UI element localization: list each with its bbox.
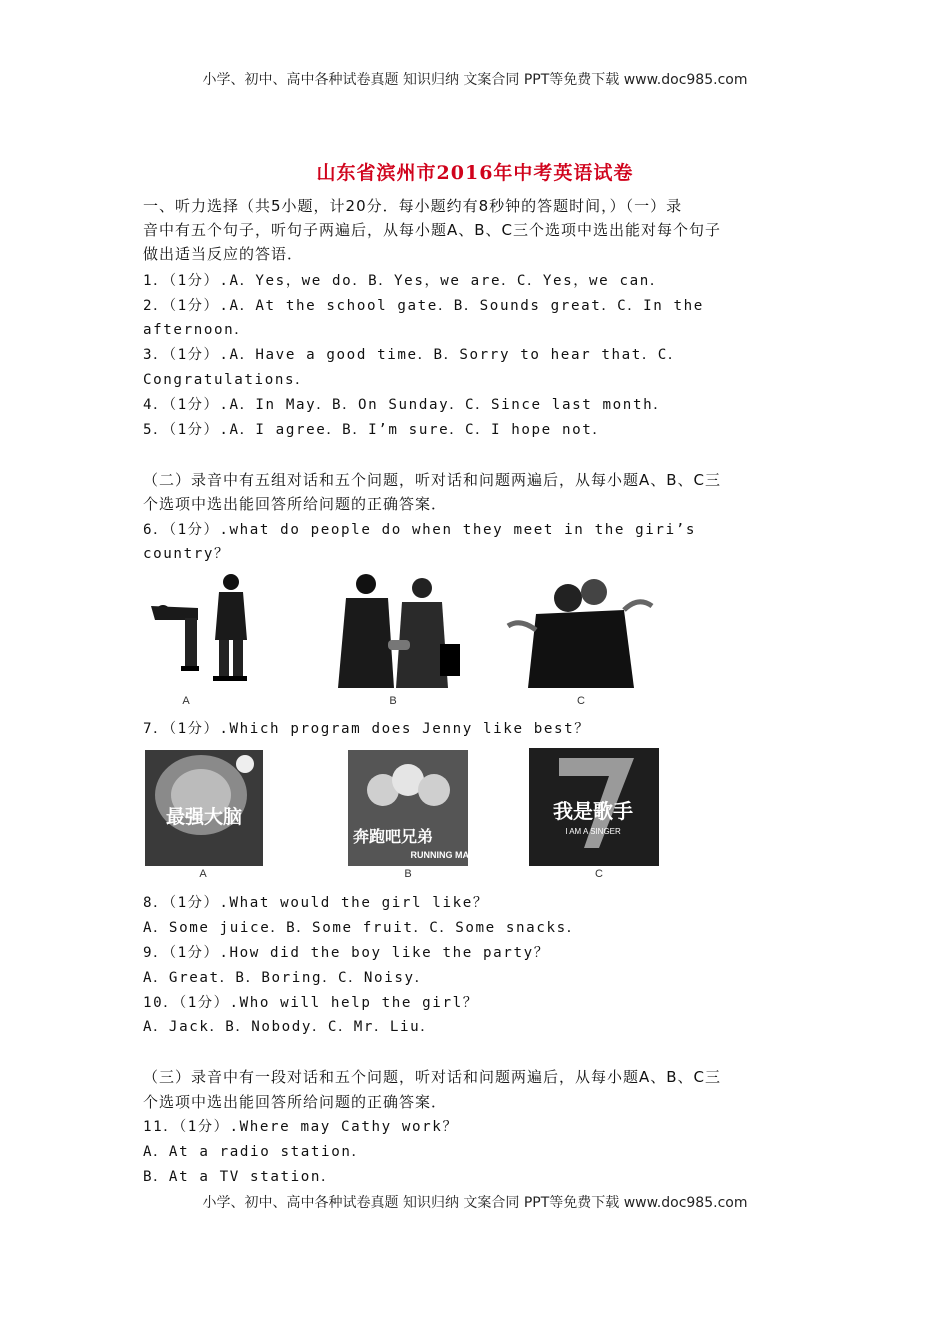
question-11-option-a: A．At a radio station． (143, 1144, 368, 1160)
q7-logo-b (348, 750, 476, 866)
section1-intro-line2: 音中有五个句子，听句子两遍后，从每小题A、B、C三个选项中选出能对每个句子 (143, 221, 722, 239)
question-4: 4．（1分）.A．In May．B．On Sunday．C．Since last month． (143, 397, 670, 413)
section3-intro-line1: （三）录音中有一段对话和五个问题，听对话和问题两遍后，从每小题A、B、C三 (143, 1068, 722, 1086)
question-5: 5．（1分）.A．I agree．B．I’m sure．C．I hope not． (143, 422, 609, 438)
question-3: 3．（1分）.A．Have a good time．B．Sorry to hear that．C． (143, 347, 684, 363)
question-6-cont: country？ (143, 546, 230, 562)
q6-picture-b-handshake (330, 570, 465, 688)
exam-title: 山东省滨州市2016年中考英语试卷 (316, 162, 634, 184)
question-8-options: A．Some juice．B．Some fruit．C．Some snacks． (143, 920, 583, 936)
q7-logo-a (145, 750, 263, 866)
question-11: 11．（1分）.Where may Cathy work？ (143, 1119, 459, 1135)
section2-intro-line2: 个选项中选出能回答所给问题的正确答案． (143, 495, 448, 513)
question-6: 6．（1分）.what do people do when they meet in the giri’s (143, 522, 696, 538)
q7-option-c: C (595, 868, 603, 880)
q7-logo-b-text: 奔跑吧兄弟 (352, 827, 434, 846)
question-2: 2．（1分）.A．At the school gate．B．Sounds great．C．In the (143, 298, 704, 314)
question-9-options: A．Great．B．Boring．C．Noisy． (143, 970, 431, 986)
q7-logo-c-text: 我是歌手 (553, 799, 633, 823)
footer-banner: 小学、初中、高中各种试卷真题 知识归纳 文案合同 PPT等免费下载 www.doc985.com (202, 1195, 748, 1211)
question-3-cont: Congratulations． (143, 372, 311, 388)
section2-intro-line1: （二）录音中有五组对话和五个问题，听对话和问题两遍后，从每小题A、B、C三 (143, 471, 722, 489)
section1-intro-line3: 做出适当反应的答语． (143, 245, 304, 263)
q7-logo-c-subtext: I AM A SINGER (565, 827, 621, 836)
section3-intro-line2: 个选项中选出能回答所给问题的正确答案． (143, 1093, 448, 1111)
question-10-options: A．Jack．B．Nobody．C．Mr．Liu． (143, 1019, 437, 1035)
question-10: 10．（1分）.Who will help the girl？ (143, 995, 479, 1011)
question-1: 1．（1分）.A．Yes，we do．B．Yes，we are．C．Yes，we can． (143, 273, 666, 289)
q6-option-c: C (577, 695, 585, 707)
question-9: 9．（1分）.How did the boy like the party？ (143, 945, 550, 961)
question-2-cont: afternoon． (143, 322, 251, 338)
q7-logo-c (529, 748, 659, 866)
q7-option-b: B (404, 868, 412, 880)
question-8: 8．（1分）.What would the girl like？ (143, 895, 489, 911)
q7-logo-b-subtext: RUNNING MAN (410, 850, 476, 860)
section1-intro-line1: 一、听力选择（共5小题，计20分．每小题约有8秒钟的答题时间，）（一）录 (143, 197, 683, 215)
q6-picture-c-hug (506, 570, 656, 688)
q6-picture-a-bowing (143, 570, 258, 688)
q6-option-b: B (389, 695, 397, 707)
header-banner: 小学、初中、高中各种试卷真题 知识归纳 文案合同 PPT等免费下载 www.doc985.com (202, 72, 748, 88)
q7-logo-a-text: 最强大脑 (165, 806, 243, 828)
q6-option-a: A (182, 695, 190, 707)
q7-option-a: A (199, 868, 207, 880)
question-7: 7．（1分）.Which program does Jenny like best？ (143, 721, 591, 737)
question-11-option-b: B．At a TV station． (143, 1169, 337, 1185)
